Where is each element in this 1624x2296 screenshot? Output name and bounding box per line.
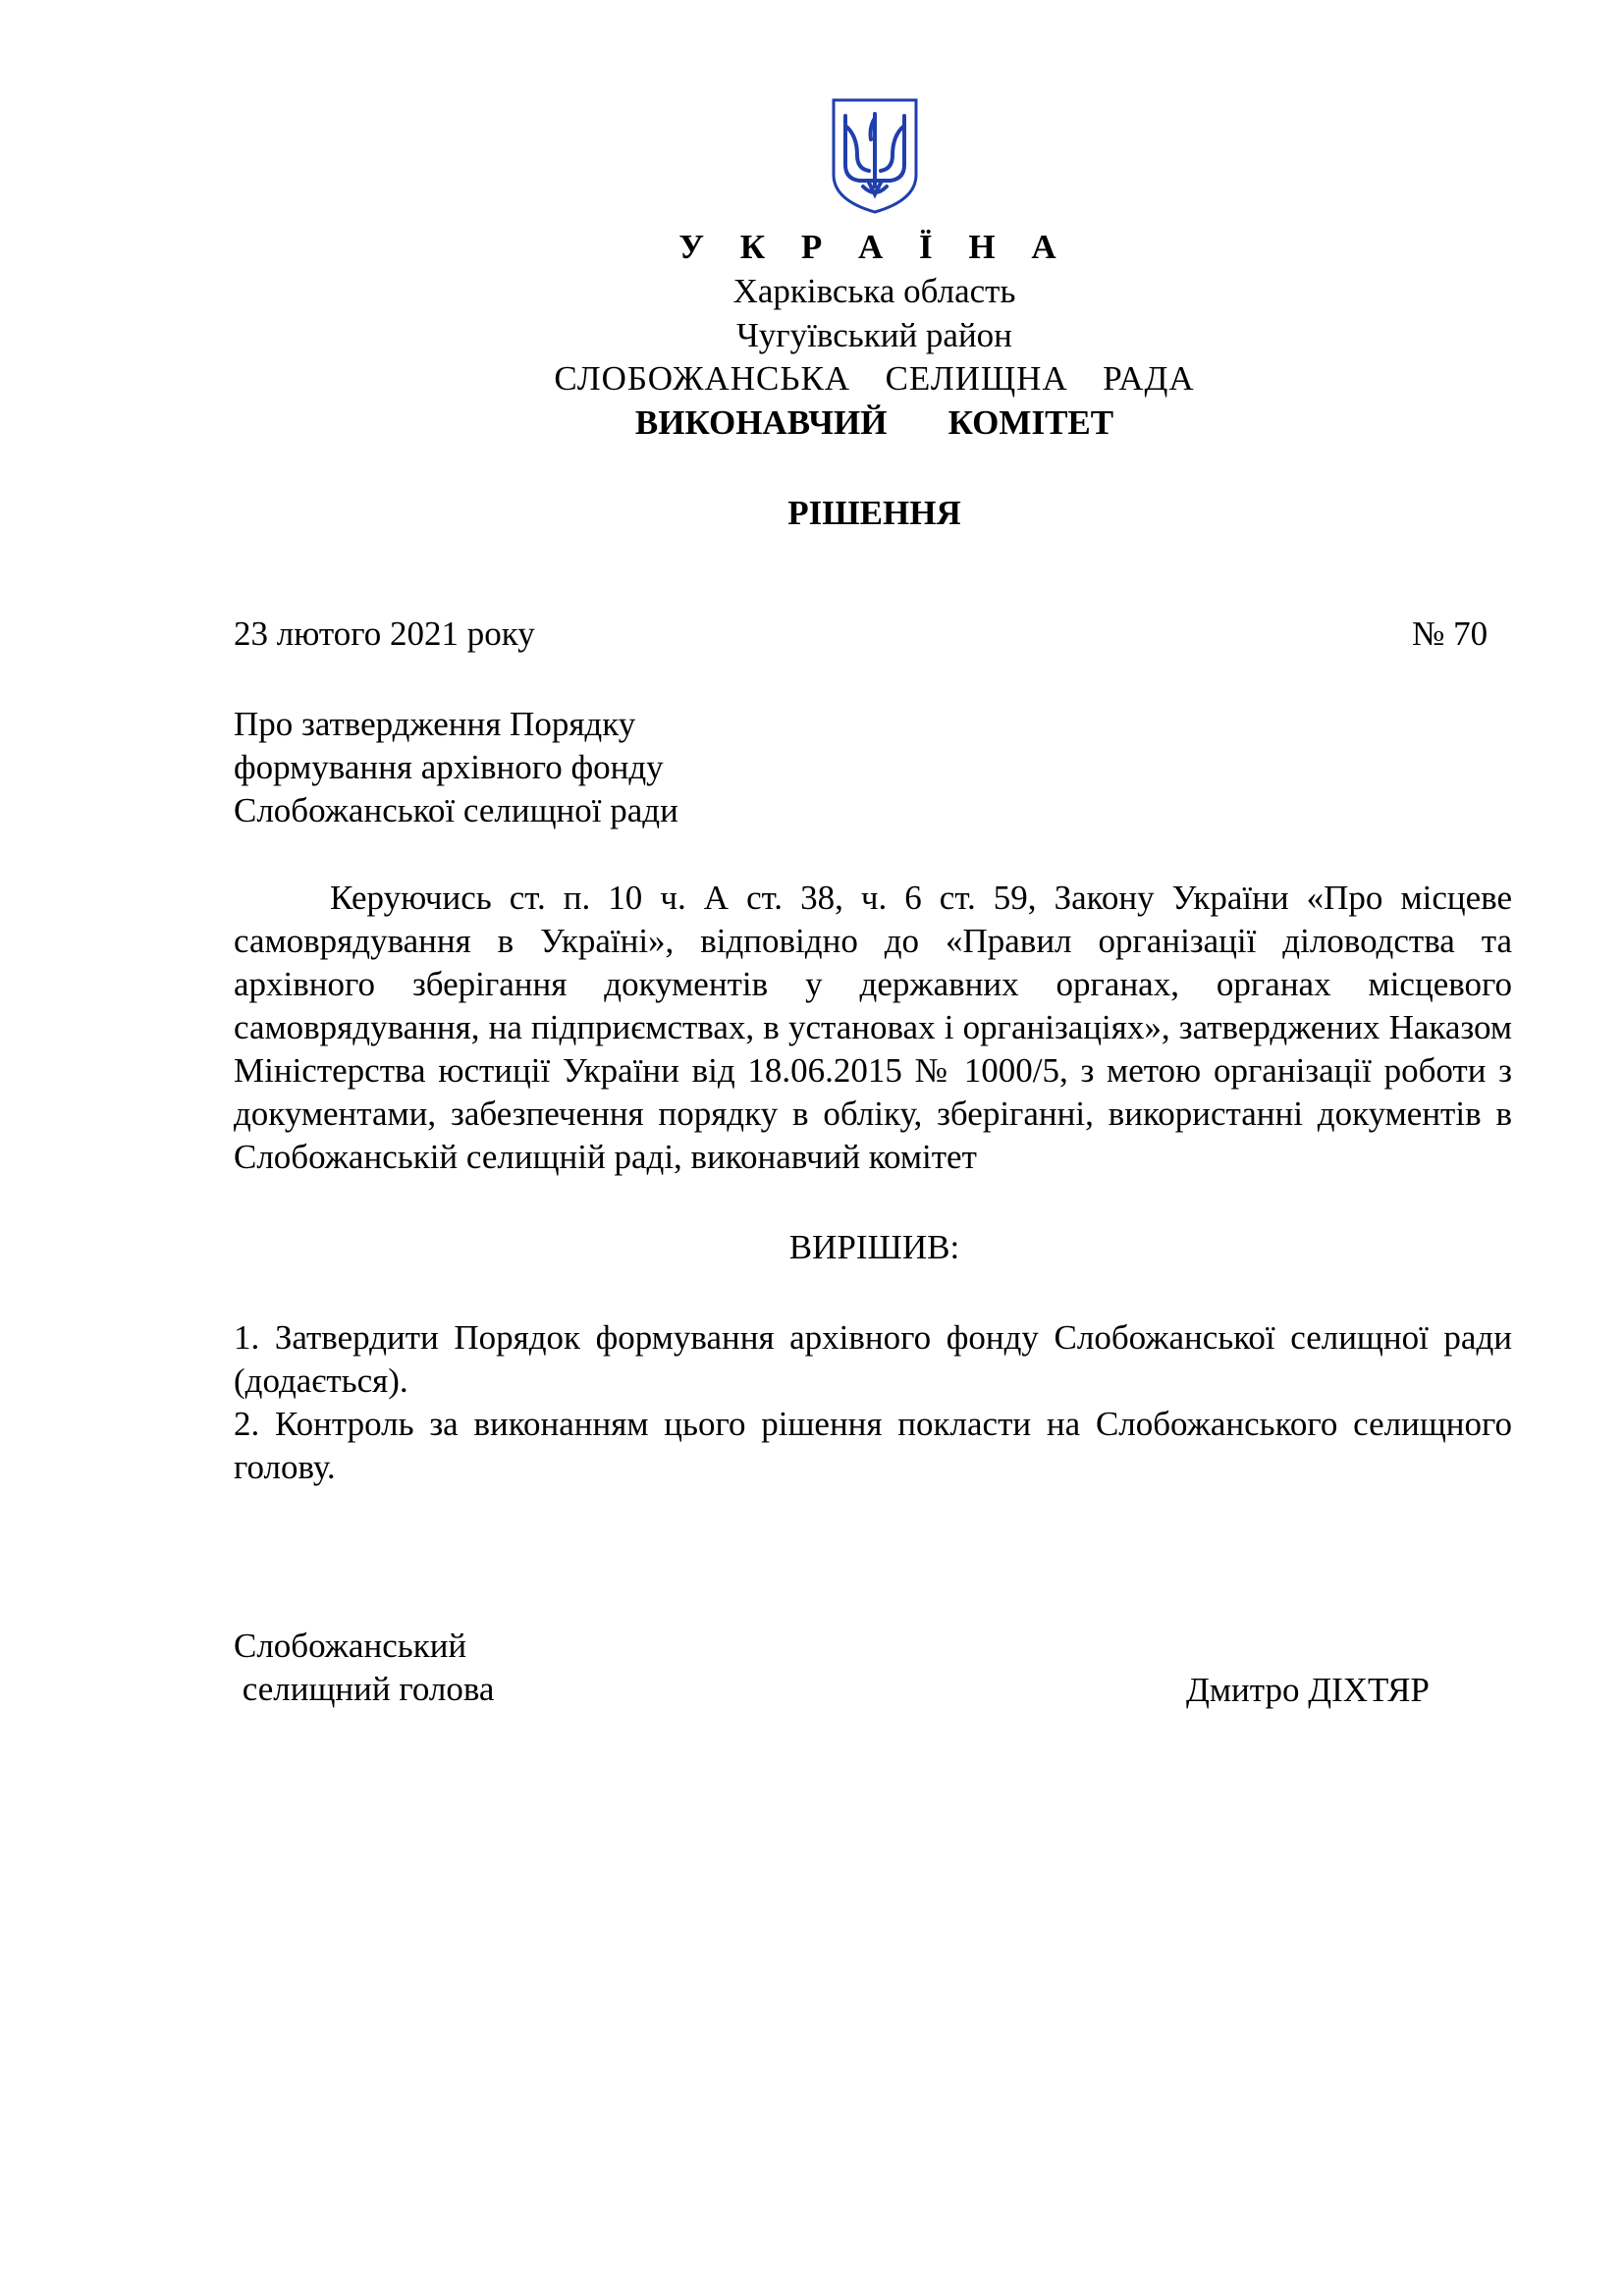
subject-line: Про затвердження Порядку — [234, 705, 636, 743]
resolution-item: 2. Контроль за виконанням цього рішення покласти на Слобожанського селищного голову. — [234, 1405, 1512, 1486]
preamble-paragraph — [234, 877, 1512, 1179]
signatory-name: Дмитро ДІХТЯР — [1186, 1671, 1430, 1709]
raion-heading: Чугуївський район — [736, 316, 1012, 354]
resolution-items — [234, 1316, 1512, 1489]
committee-heading: ВИКОНАВЧИЙ КОМІТЕТ — [634, 403, 1114, 442]
resolved-heading: ВИРІШИВ: — [788, 1228, 960, 1266]
document-number: № 70 — [1412, 614, 1489, 653]
preamble-text: Керуючись ст. п. 10 ч. А ст. 38, ч. 6 ст. 59, Закону України «Про місцеве самоврядування в Україні», відповідно до «Правил організації діловодства та архівного зберігання документів у державних органах, органах місцевого самоврядування, на підприємствах, в установах і організаціях», затверджених Наказом Міністерства юстиції України від 18.06.2015 № 1000/5, з метою організації роботи з документами, забезпечення порядку в обліку, зберіганні, використанні документів в Слобожанській селищній раді, виконавчий комітет — [234, 879, 1512, 1176]
signatory-title-line: Слобожанський — [234, 1627, 467, 1665]
document-date: 23 лютого 2021 року — [234, 614, 535, 653]
country-heading: У К Р А Ї Н А — [678, 228, 1070, 266]
oblast-heading: Харківська область — [732, 272, 1016, 310]
signatory-title — [234, 1625, 494, 1711]
document-type-heading: РІШЕННЯ — [787, 494, 961, 532]
trident-coat-of-arms-icon — [830, 96, 920, 216]
subject-line: формування архівного фонду — [234, 748, 664, 786]
signatory-title-line: селищний голова — [234, 1670, 495, 1708]
resolution-item: 1. Затвердити Порядок формування архівного фонду Слобожанської селищної ради (додається). — [234, 1318, 1512, 1400]
council-heading: СЛОБОЖАНСЬКА СЕЛИЩНА РАДА — [554, 359, 1195, 398]
subject-line: Слобожанської селищної ради — [234, 791, 678, 829]
document-subject — [234, 703, 921, 832]
